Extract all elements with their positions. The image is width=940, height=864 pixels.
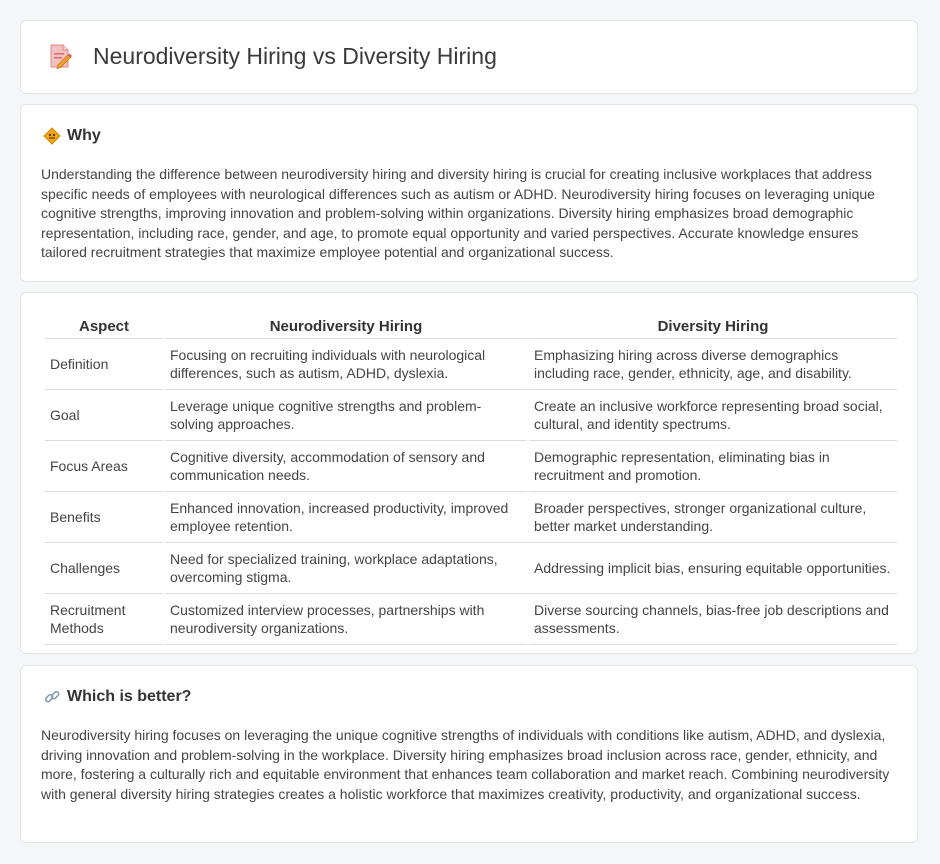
- better-heading: [43, 688, 191, 706]
- header-aspect: Aspect: [45, 313, 163, 339]
- diamond-sign-icon: [43, 127, 61, 145]
- row-diversity: Create an inclusive workforce representing broad social, cultural, and identity spectrums.: [529, 390, 897, 441]
- row-diversity: Demographic representation, eliminating bias in recruitment and promotion.: [529, 441, 897, 492]
- link-icon: [43, 688, 61, 706]
- row-neurodiversity: Cognitive diversity, accommodation of sensory and communication needs.: [165, 441, 527, 492]
- row-neurodiversity: Need for specialized training, workplace adaptations, overcoming stigma.: [165, 543, 527, 594]
- row-aspect: Recruitment Methods: [45, 594, 163, 645]
- row-neurodiversity: Leverage unique cognitive strengths and problem-solving approaches.: [165, 390, 527, 441]
- table-header-row: [45, 313, 897, 339]
- why-card: [20, 104, 918, 282]
- comparison-card: [20, 292, 918, 654]
- page-title: Neurodiversity Hiring vs Diversity Hiring: [93, 42, 497, 69]
- row-aspect: Challenges: [45, 543, 163, 594]
- better-title: Which is better?: [67, 688, 192, 705]
- row-diversity: Diverse sourcing channels, bias-free job descriptions and assessments.: [529, 594, 897, 645]
- row-aspect: Focus Areas: [45, 441, 163, 492]
- title-row: [45, 41, 497, 71]
- row-diversity: Emphasizing hiring across diverse demographics including race, gender, ethnicity, age, and disability.: [529, 339, 897, 390]
- header-diversity: Diversity Hiring: [529, 313, 897, 339]
- table-row: [45, 594, 897, 645]
- table-row: [45, 390, 897, 441]
- better-text: Neurodiversity hiring focuses on leveraging the unique cognitive strengths of individuals with conditions like autism, ADHD, and dyslexia, driving innovation and problem-solving in the workplace. Diversity hiring emphasizes broad inclusion across race, gender, ethnicity, and more, fostering a culturally rich and equitable environment that enhances team collaboration and market reach. Combining neurodiversity with general diversity hiring strategies creates a holistic workforce that maximizes creativity, productivity, and organizational success.: [41, 727, 890, 802]
- why-title: Why: [67, 127, 101, 144]
- row-aspect: Goal: [45, 390, 163, 441]
- table-row: [45, 339, 897, 390]
- header-neurodiversity: Neurodiversity Hiring: [165, 313, 527, 339]
- document-edit-icon: [45, 41, 75, 71]
- row-neurodiversity: Enhanced innovation, increased productivity, improved employee retention.: [165, 492, 527, 543]
- row-aspect: Benefits: [45, 492, 163, 543]
- why-heading: [43, 127, 101, 145]
- which-better-card: [20, 665, 918, 843]
- comparison-table: [43, 313, 899, 645]
- row-neurodiversity: Customized interview processes, partnerships with neurodiversity organizations.: [165, 594, 527, 645]
- row-diversity: Broader perspectives, stronger organizational culture, better market understanding.: [529, 492, 897, 543]
- table-row: [45, 492, 897, 543]
- why-text: Understanding the difference between neurodiversity hiring and diversity hiring is crucial for creating inclusive workplaces that address specific needs of employees with neurological differences such as autism or ADHD. Neurodiversity hiring focuses on leveraging unique cognitive strengths, improving innovation and problem-solving within organizations. Diversity hiring emphasizes broad demographic representation, including race, gender, and age, to promote equal opportunity and varied perspectives. Accurate knowledge ensures tailored recruitment strategies that maximize employee potential and organizational success.: [41, 166, 875, 261]
- row-aspect: Definition: [45, 339, 163, 390]
- header-card: [20, 20, 918, 94]
- table-row: [45, 543, 897, 594]
- row-diversity: Addressing implicit bias, ensuring equitable opportunities.: [529, 543, 897, 594]
- row-neurodiversity: Focusing on recruiting individuals with neurological differences, such as autism, ADHD, dyslexia.: [165, 339, 527, 390]
- table-row: [45, 441, 897, 492]
